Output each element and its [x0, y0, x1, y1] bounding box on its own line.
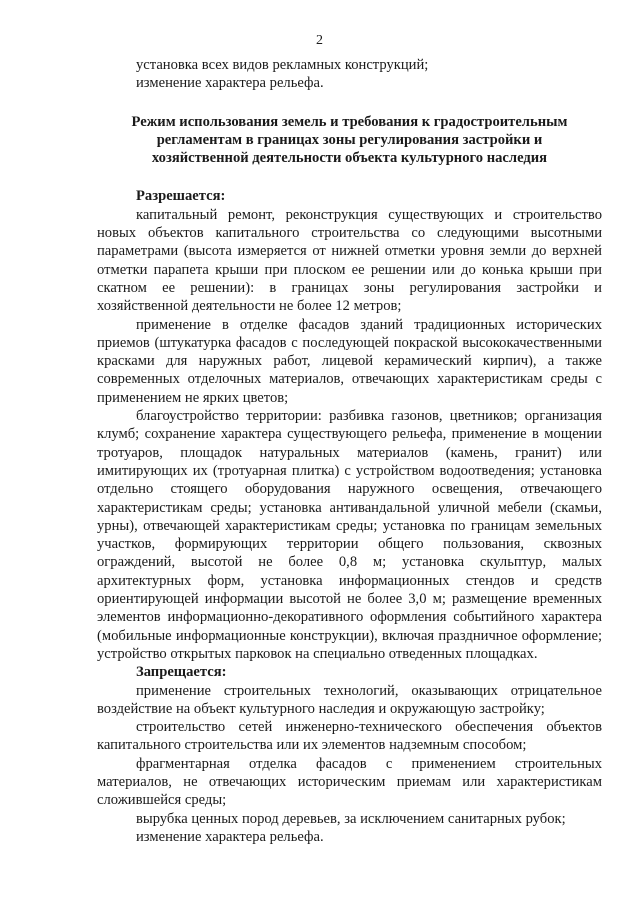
document-body [97, 56, 602, 846]
section-heading: Режим использования земель и требования к градостроительным регламентам в границах зоны регулирования застройки и хозяйственной деятельности объекта культурного наследия [131, 113, 568, 167]
allowed-label: Разрешается: [136, 188, 226, 205]
intro-item: установка всех видов рекламных конструкций; [136, 57, 429, 73]
allowed-item: капитальный ремонт, реконструкция существующих и строительство новых объектов капитального строительства со следующими высотными параметрами (высота измеряется от нижней отметки уровня земли до верхней отметки парапета крыши при плоском ее решении или до конька крыши при скатном ее решении): в границах зоны регулирования застройки и хозяйственной деятельности не более 12 метров; [97, 206, 602, 315]
allowed-item: благоустройство территории: разбивка газонов, цветников; организация клумб; сохранение характера существующего рельефа, применение в мощении тротуаров, площадок натуральных материалов (камень, гранит) или имитирующих их (тротуарная плитка) с устройством водоотведения; установка отдельно стоящего оборудования наружного освещения, отвечающего характеристикам среды; установка антивандальной уличной мебели (скамьи, урны), отвечающей характеристикам среды; установка по границам земельных участков, формирующих территории общего пользования, сквозных ограждений, высотой не более 0,8 м; установка скульптур, малых архитектурных форм, установка информационных стендов и средств ориентирующей информации высотой не более 3,0 м; размещение временных элементов информационно-декоративного оформления событийного характера (мобильные информационные конструкции), включая праздничное оформление; устройство открытых парковок на специально отведенных площадках. [97, 408, 602, 662]
prohibited-item: вырубка ценных пород деревьев, за исключением санитарных рубок; [136, 810, 566, 827]
prohibited-label: Запрещается: [136, 664, 227, 681]
page-number: 2 [316, 33, 323, 48]
allowed-item: применение в отделке фасадов зданий традиционных исторических приемов (штукатурка фасадов с последующей покраской высококачественными красками для наружных работ, лицевой керамический кирпич), а также современных отделочных материалов, отвечающих характеристикам среды с применением не ярких цветов; [97, 316, 602, 406]
prohibited-item: фрагментарная отделка фасадов с применением строительных материалов, не отвечающих историческим приемам или характеристикам сложившейся среды; [97, 755, 602, 809]
prohibited-item: применение строительных технологий, оказывающих отрицательное воздействие на объект культурного наследия и окружающую застройку; [97, 682, 602, 717]
prohibited-item: изменение характера рельефа. [136, 828, 324, 845]
intro-item: изменение характера рельефа. [136, 75, 324, 92]
prohibited-item: строительство сетей инженерно-технического обеспечения объектов капитального строительства или их элементов надземным способом; [97, 719, 602, 754]
